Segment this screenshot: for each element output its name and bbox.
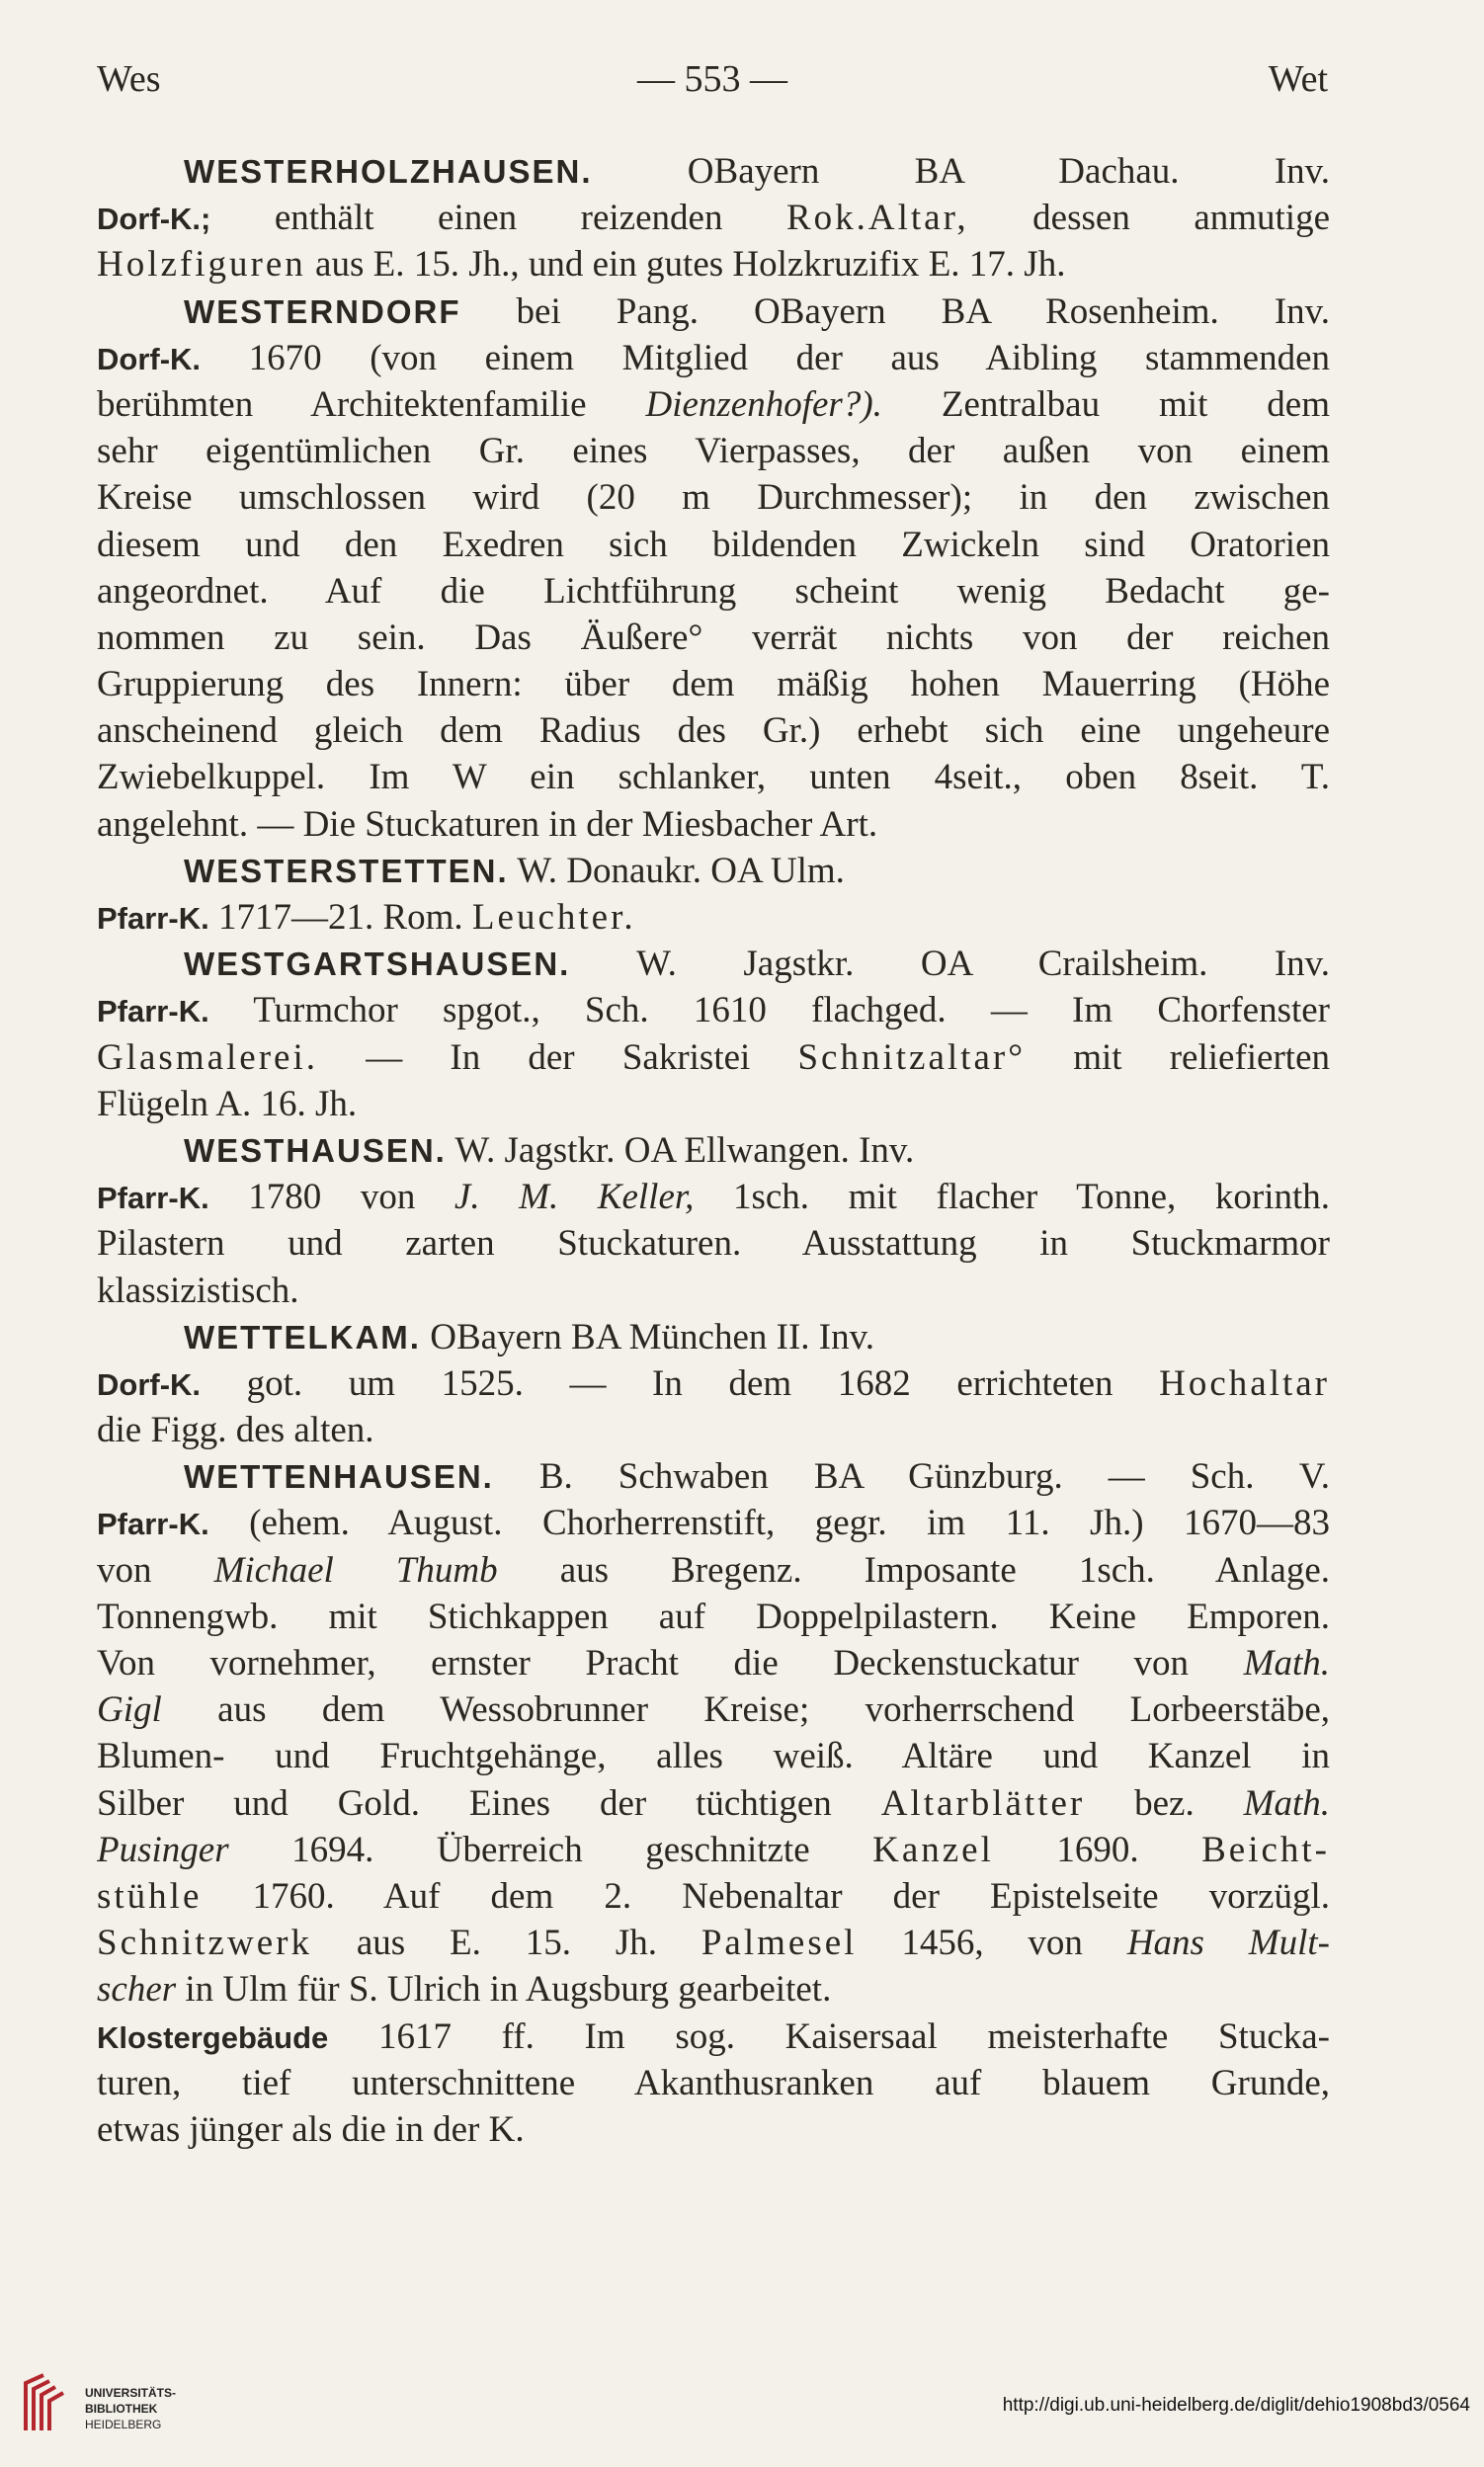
text-line bbox=[97, 522, 1330, 568]
university-library-logo-icon bbox=[20, 2371, 71, 2436]
text-run: Von vornehmer, ernster Pracht die Deckenstuckatur von bbox=[97, 1643, 1244, 1684]
text-line bbox=[97, 148, 1330, 195]
text-line bbox=[97, 1640, 1330, 1686]
text-run: OBayern BA Dachau. Inv. bbox=[592, 151, 1330, 192]
text-line bbox=[97, 1966, 1330, 2013]
text-run: W. Jagstkr. OA Crailsheim. Inv. bbox=[570, 944, 1330, 985]
logo-line-3: HEIDELBERG bbox=[85, 2418, 162, 2431]
text-line bbox=[97, 195, 1330, 241]
artist-name: Dienzenhofer?). bbox=[645, 383, 882, 425]
text-run: Pilastern und zarten Stuckaturen. Ausstattung in Stuckmarmor bbox=[97, 1223, 1330, 1265]
text-line bbox=[97, 2060, 1330, 2106]
text-run: angelehnt. — Die Stuckaturen in der Miesbacher Art. bbox=[97, 803, 878, 845]
building-label: Pfarr-K. bbox=[97, 1181, 209, 1216]
text-run: Altarblätter bbox=[880, 1782, 1086, 1824]
text-run: Glasmalerei. bbox=[97, 1036, 318, 1078]
text-line bbox=[97, 754, 1330, 800]
text-run: Leuchter. bbox=[471, 897, 636, 938]
text-run: 1780 von bbox=[208, 1177, 454, 1218]
text-run: 1717—21. Rom. bbox=[208, 897, 472, 938]
text-run: klassizistisch. bbox=[97, 1270, 299, 1311]
page-number: — 553 — bbox=[637, 58, 787, 100]
library-logo[interactable] bbox=[20, 2371, 217, 2450]
text-run: 1694. Überreich geschnitzte bbox=[228, 1829, 873, 1870]
artist-name: scher bbox=[97, 1969, 177, 2011]
text-line bbox=[97, 1733, 1330, 1779]
text-run: anscheinend gleich dem Radius des Gr.) erhebt sich eine ungeheure bbox=[97, 710, 1330, 752]
text-run: 1456, von bbox=[857, 1923, 1127, 1964]
text-run: aus E. 15. Jh. bbox=[311, 1923, 701, 1964]
text-line bbox=[97, 241, 1330, 288]
text-line bbox=[97, 1594, 1330, 1640]
text-line bbox=[97, 2106, 1330, 2153]
text-run: berühmten Architektenfamilie bbox=[97, 383, 646, 425]
text-line bbox=[97, 1081, 1330, 1127]
artist-name: J. M. Keller, bbox=[453, 1177, 695, 1218]
text-run: Turmchor spgot., Sch. 1610 flachged. — Im Chorfenster bbox=[208, 990, 1330, 1031]
text-run: B. Schwaben BA Günzburg. — Sch. V. bbox=[493, 1456, 1330, 1498]
text-run: aus dem Wessobrunner Kreise; vorherrschend Lorbeerstäbe, bbox=[161, 1689, 1330, 1731]
text-run: Palmesel bbox=[701, 1923, 858, 1964]
text-run: Gruppierung des Innern: über dem mäßig hohen Mauerring (Höhe bbox=[97, 664, 1330, 705]
artist-name: Math. bbox=[1243, 1782, 1330, 1824]
text-line bbox=[97, 381, 1330, 428]
artist-name: Pusinger bbox=[97, 1829, 229, 1870]
text-run: 1690. bbox=[993, 1829, 1202, 1870]
text-line bbox=[97, 1453, 1330, 1500]
artist-name: Math. bbox=[1243, 1643, 1330, 1684]
text-run: turen, tief unterschnittene Akanthusranken auf blauem Grunde, bbox=[97, 2062, 1330, 2103]
text-line bbox=[97, 428, 1330, 474]
building-label: Dorf-K. bbox=[97, 341, 202, 376]
text-run: 1670 (von einem Mitglied der aus Aibling stammenden bbox=[201, 337, 1330, 378]
text-run: stühle bbox=[97, 1875, 203, 1917]
text-run: aus E. 15. Jh., und ein gutes Holzkruzifix E. 17. Jh. bbox=[305, 244, 1066, 286]
text-run: OBayern BA München II. Inv. bbox=[420, 1316, 874, 1357]
text-run: in Ulm für S. Ulrich in Augsburg gearbeitet. bbox=[176, 1969, 832, 2011]
text-run: die Figg. des alten. bbox=[97, 1410, 374, 1451]
text-run: Schnitzaltar° bbox=[797, 1036, 1026, 1078]
text-line bbox=[97, 1686, 1330, 1733]
permalink-url[interactable]: http://digi.ub.uni-heidelberg.de/diglit/dehio1908bd3/0564 bbox=[1002, 2395, 1470, 2416]
text-run: got. um 1525. — In dem 1682 errichteten bbox=[201, 1362, 1160, 1404]
entry-headword: WESTERHOLZHAUSEN. bbox=[184, 153, 593, 190]
text-run: Kanzel bbox=[872, 1829, 994, 1870]
entry-headword: WESTERSTETTEN. bbox=[184, 852, 509, 889]
text-run: bei Pang. OBayern BA Rosenheim. Inv. bbox=[460, 290, 1330, 332]
text-line bbox=[97, 1220, 1330, 1267]
text-run: (ehem. August. Chorherrenstift, gegr. im 11. Jh.) 1670—83 bbox=[208, 1503, 1330, 1544]
building-label: Klostergebäude bbox=[97, 2019, 329, 2055]
entry-headword: WESTHAUSEN. bbox=[184, 1131, 447, 1169]
text-run: aus Bregenz. Imposante 1sch. Anlage. bbox=[497, 1549, 1330, 1591]
building-label: Pfarr-K. bbox=[97, 901, 209, 936]
entry-headword: WETTENHAUSEN. bbox=[184, 1458, 494, 1496]
text-line bbox=[97, 1873, 1330, 1920]
building-label: Dorf-K. bbox=[97, 1366, 202, 1402]
text-run: Rok.Altar, bbox=[785, 198, 969, 239]
text-line bbox=[97, 1360, 1330, 1407]
logo-line-1: UNIVERSITÄTS- bbox=[85, 2386, 177, 2400]
text-line bbox=[97, 615, 1330, 661]
text-line bbox=[97, 1407, 1330, 1453]
article-text bbox=[97, 148, 1330, 2153]
text-run: Hochaltar bbox=[1159, 1362, 1330, 1404]
text-run: enthält einen reizenden bbox=[210, 198, 786, 239]
artist-name: Hans Mult- bbox=[1126, 1923, 1330, 1964]
text-line bbox=[97, 941, 1330, 987]
text-line bbox=[97, 288, 1330, 335]
text-run: Zentralbau mit dem bbox=[881, 383, 1330, 425]
building-label: Dorf-K.; bbox=[97, 202, 211, 237]
text-line bbox=[97, 894, 1330, 941]
text-run: von bbox=[97, 1549, 214, 1591]
text-run: Schnitzwerk bbox=[97, 1923, 312, 1964]
text-run: Tonnengwb. mit Stichkappen auf Doppelpilastern. Keine Emporen. bbox=[97, 1596, 1330, 1637]
text-run: Kreise umschlossen wird (20 m Durchmesser); in den zwischen bbox=[97, 477, 1330, 519]
building-label: Pfarr-K. bbox=[97, 1507, 209, 1542]
library-logo-text bbox=[85, 2385, 176, 2432]
text-line bbox=[97, 661, 1330, 707]
logo-line-2: BIBLIOTHEK bbox=[85, 2402, 158, 2416]
text-run: bez. bbox=[1085, 1782, 1244, 1824]
text-line bbox=[97, 1547, 1330, 1594]
artist-name: Gigl bbox=[97, 1689, 162, 1731]
text-run: Silber und Gold. Eines der tüchtigen bbox=[97, 1782, 881, 1824]
text-line bbox=[97, 801, 1330, 848]
text-run: Flügeln A. 16. Jh. bbox=[97, 1083, 358, 1124]
text-run: diesem und den Exedren sich bildenden Zwickeln sind Oratorien bbox=[97, 524, 1330, 565]
text-line bbox=[97, 707, 1330, 754]
text-run: — In der Sakristei bbox=[318, 1036, 798, 1078]
entry-headword: WESTGARTSHAUSEN. bbox=[184, 946, 571, 983]
text-run: 1sch. mit flacher Tonne, korinth. bbox=[694, 1177, 1330, 1218]
text-run: dessen anmutige bbox=[968, 198, 1330, 239]
header-right-keyword: Wet bbox=[1268, 58, 1328, 100]
entry-headword: WETTELKAM. bbox=[184, 1318, 421, 1356]
text-run: Holzfiguren bbox=[97, 244, 306, 286]
header-left-keyword: Wes bbox=[97, 58, 161, 100]
text-line bbox=[97, 1500, 1330, 1546]
building-label: Pfarr-K. bbox=[97, 994, 209, 1029]
running-header bbox=[97, 57, 1328, 107]
text-line bbox=[97, 2014, 1330, 2060]
text-line bbox=[97, 1174, 1330, 1220]
text-run: nommen zu sein. Das Äußere° verrät nichts von der reichen bbox=[97, 617, 1330, 658]
text-line bbox=[97, 474, 1330, 521]
text-line bbox=[97, 1127, 1330, 1174]
text-line bbox=[97, 1314, 1330, 1360]
text-line bbox=[97, 1920, 1330, 1966]
text-line bbox=[97, 1034, 1330, 1081]
text-run: Blumen- und Fruchtgehänge, alles weiß. Altäre und Kanzel in bbox=[97, 1736, 1330, 1777]
text-line bbox=[97, 848, 1330, 894]
text-run: W. Jagstkr. OA Ellwangen. Inv. bbox=[446, 1129, 915, 1171]
entry-headword: WESTERNDORF bbox=[184, 292, 461, 330]
text-run: 1760. Auf dem 2. Nebenaltar der Epistelseite vorzügl. bbox=[202, 1875, 1330, 1917]
text-run: W. Donaukr. OA Ulm. bbox=[508, 850, 845, 891]
text-run: mit reliefierten bbox=[1026, 1036, 1330, 1078]
text-run: Beicht- bbox=[1201, 1829, 1330, 1870]
text-run: Zwiebelkuppel. Im W ein schlanker, unten 4seit., oben 8seit. T. bbox=[97, 757, 1330, 798]
text-line bbox=[97, 1268, 1330, 1314]
text-line bbox=[97, 335, 1330, 381]
text-run: sehr eigentümlichen Gr. eines Vierpasses, der außen von einem bbox=[97, 431, 1330, 472]
artist-name: Michael Thumb bbox=[213, 1549, 498, 1591]
text-line bbox=[97, 987, 1330, 1033]
text-line bbox=[97, 568, 1330, 615]
text-run: angeordnet. Auf die Lichtführung scheint wenig Bedacht ge- bbox=[97, 570, 1330, 612]
text-run: 1617 ff. Im sog. Kaisersaal meisterhafte Stucka- bbox=[328, 2015, 1330, 2057]
text-line bbox=[97, 1827, 1330, 1873]
text-run: etwas jünger als die in der K. bbox=[97, 2108, 525, 2150]
text-line bbox=[97, 1780, 1330, 1827]
